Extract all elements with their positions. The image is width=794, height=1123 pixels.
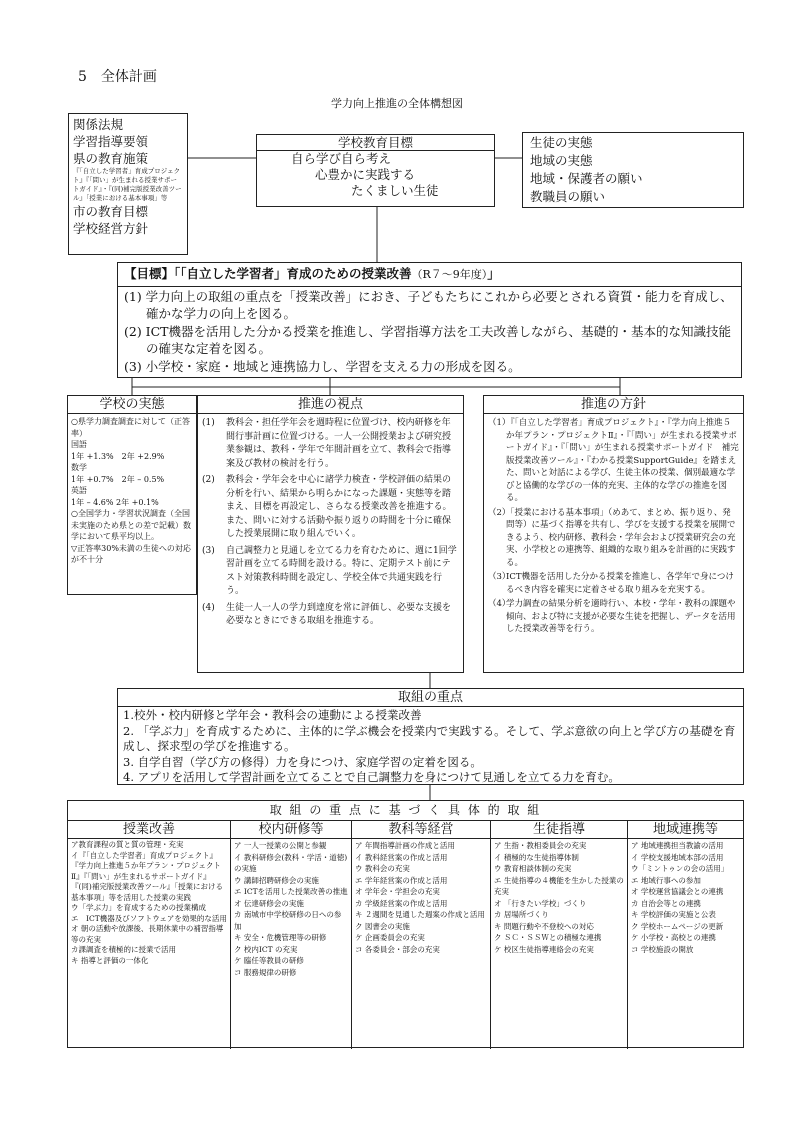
reality-box xyxy=(522,132,744,208)
reality-line: 1年 – 4.6% 2年 +0.1% xyxy=(71,497,159,507)
action-item: キ 指導と評価の一体化 xyxy=(71,955,149,965)
column-items xyxy=(231,839,351,979)
action-item: イ 教科研修会(教科・学活・道徳)の実施 xyxy=(234,852,348,873)
school-goal-box xyxy=(256,134,495,207)
viewpoint-box xyxy=(197,395,464,673)
school-goal-line: 自ら学び自ら考え xyxy=(291,151,392,166)
action-item: カ 居場所づくり xyxy=(494,910,549,919)
actions-columns xyxy=(68,821,743,1049)
goal-label: 【目標】「「自立した学習者」育成のための授業改善 xyxy=(124,266,412,281)
action-item: キ 学校評価の実施と公表 xyxy=(631,910,716,919)
actions-table xyxy=(67,800,744,1048)
school-goal-line: 心豊かに実践する xyxy=(315,167,416,182)
policy-item: （1） 『「自立した学習者」育成プロジェクト』・『学力向上推進５か年プラン・プロジェクトⅡ』・『「問い」が生まれる授業サポートガイド』・『「問い」が生まれる授業サポートガイド 補完版授業改善ツール』・『わかる授業SupportGuide』を踏まえた、問いと対話による学び、生徒主体の授業、個別最適な学びと協働的な学びの一体的充実、主体的な学びの推進を図る。 xyxy=(488,418,739,503)
action-item: イ 教科経営案の作成と活用 xyxy=(355,852,448,862)
focus-item: 3. 自学自習（学び方の修得）力を身につけ、家庭学習の定着を図る。 xyxy=(123,754,482,769)
viewpoint-title: 推進の視点 xyxy=(198,396,463,414)
action-item: ア 一人一授業の公開と参観 xyxy=(234,841,327,850)
action-item: カ 自治会等との連携 xyxy=(631,898,701,908)
law-note: 『「自立した学習者」育成プロジェクト』『「問い」が生まれる授業サポートガイド』・『(同)補完版授業改善ツール』「授業における基本事項」等 xyxy=(73,167,182,202)
law-item: 関係法規 xyxy=(73,117,124,132)
action-item: ア 地域連携担当教諭の活用 xyxy=(631,841,724,850)
action-item: ア 生指・教相委員会の充実 xyxy=(494,841,587,850)
action-item: キ ２週間を見通した週案の作成と活用 xyxy=(355,910,485,919)
column-items xyxy=(628,839,743,956)
reality-item: 教職員の願い xyxy=(530,189,606,204)
action-item: コ 服務規律の研修 xyxy=(234,967,297,977)
column-head: 生徒指導 xyxy=(491,821,627,839)
action-item: キ 安全・危機管理等の研修 xyxy=(234,933,327,942)
focus-list xyxy=(118,707,743,787)
action-item: エ 地域行事への参加 xyxy=(631,875,701,885)
action-item: カ 南城市中学校研修の日への参加 xyxy=(234,910,342,931)
policy-item: （3） ICT機器を活用した分かる授業を推進し、各学年で身につけるべき内容を確実に定着させる取り組みを充実する。 xyxy=(488,572,734,595)
actions-title: 取 組 の 重 点 に 基 づ く 具 体 的 取 組 xyxy=(68,801,743,821)
action-item: コ 各委員会・部会の充実 xyxy=(355,944,440,954)
column-head: 地域連携等 xyxy=(628,821,743,839)
focus-item: 1.校外・校内研修と学年会・教科会の連動による授業改善 xyxy=(123,708,422,722)
action-item: ケ 小学校・高校との連携 xyxy=(631,933,716,942)
column-training xyxy=(231,821,352,1049)
goal-box xyxy=(117,262,742,378)
action-item: ケ 校区生徒指導連絡会の充実 xyxy=(494,944,594,954)
goal-item: (2) ICT機器を活用した分かる授業を推進し、学習指導方法を工夫改善しながら、基礎的・基本的な知識技能の確実な定着を図る。 xyxy=(124,323,732,356)
policy-item: （2） 「授業における基本事項」（めあて、まとめ、振り返り、発問等）に基づく指導を共有し、学びを支援する授業を展開できるよう、校内研修、教科会・学年会および授業研究会の充実、小学校との連携等、組織的な取り組みを計画的に実践する。 xyxy=(488,507,736,568)
column-items xyxy=(352,839,490,956)
action-item: エ 生徒指導の４機能を生かした授業の充実 xyxy=(494,875,624,896)
column-items xyxy=(491,839,627,956)
related-laws-box xyxy=(68,113,188,255)
action-item: ウ「ミントゥンの会の活用」 xyxy=(631,864,729,873)
action-item: イ『「自立した学習者」育成プロジェクト』『学力向上推進５か年プラン・プロジェクトⅡ』『「問い」が生まれるサポートガイド』『(同)補完版授業改善ツール』「授業における基本事項」等を活用した授業の実践 xyxy=(71,850,223,902)
goal-close: 」 xyxy=(487,266,500,281)
reality-line: 1年 +1.3% 2年 +2.9% xyxy=(71,451,165,461)
column-lesson-improvement xyxy=(68,821,231,1049)
action-item: ク ＳＣ・ＳＳＷとの積極な連携 xyxy=(494,933,602,942)
policy-item: （4） 学力調査の結果分析を適時行い、本校・学年・教科の課題や傾向、および特に支援が必要な生徒を把握し、データを活用した授業改善等を行う。 xyxy=(488,599,736,634)
school-reality-box xyxy=(67,395,197,595)
action-item: ク 学校ホームページの更新 xyxy=(631,921,724,931)
action-item: オ 学年会・学担会の充実 xyxy=(355,887,440,896)
action-item: ク 図書会の実施 xyxy=(355,921,410,931)
column-subject-management xyxy=(352,821,491,1049)
action-item: イ 積極的な生徒指導体制 xyxy=(494,852,579,862)
goal-list xyxy=(118,287,741,377)
reality-line: 英語 xyxy=(71,486,87,495)
reality-line: ○県学力調査調査に対して（正答率） xyxy=(71,417,190,438)
policy-list xyxy=(484,414,743,639)
action-item: オ 「行きたい学校」づくり xyxy=(494,898,587,908)
goal-period: （R７～9年度） xyxy=(411,268,488,281)
reality-item: 生徒の実態 xyxy=(530,135,593,150)
law-item: 学習指導要領 xyxy=(73,134,149,149)
law-item: 県の教育施策 xyxy=(73,151,149,166)
reality-line: 国語 xyxy=(71,440,87,449)
policy-title: 推進の方針 xyxy=(484,396,743,414)
action-item: ウ 教育相談体制の充実 xyxy=(494,864,572,873)
law-item: 市の教育目標 xyxy=(73,204,149,219)
school-reality-title: 学校の実態 xyxy=(68,396,196,414)
reality-line: 数学 xyxy=(71,463,87,472)
action-item: コ 学校施設の開放 xyxy=(631,944,694,954)
column-student-guidance xyxy=(491,821,628,1049)
school-goal-title: 学校教育目標 xyxy=(257,135,494,151)
column-community xyxy=(628,821,743,1049)
column-head: 授業改善 xyxy=(68,821,230,839)
action-item: エ ICTを活用した授業改善の推進 xyxy=(234,887,348,896)
viewpoint-item: (1) 教科会・担任学年会を週時程に位置づけ、校内研修を年間行事計画に位置づける。一人一公開授業および研究授業参観は、教科・学年で年間計画を立て、教科会で指導案及び教材の検討を行う。 xyxy=(202,418,452,469)
reality-line: ○全国学力・学習状況調査（全国未実施のため県との差で記載）数学において県平均以上。 xyxy=(71,509,191,541)
action-item: ア 年間指導計画の作成と活用 xyxy=(355,841,455,850)
goal-item: (3) 小学校・家庭・地域と連携協力し、学習を支える力の形成を図る。 xyxy=(124,358,521,374)
focus-item: 2. 「学ぶ力」を育成するために、主体的に学ぶ機会を授業内で実践する。そして、学ぶ意欲の向上と学び方の基礎を育成し、探求型の学びを推進する。 xyxy=(123,723,736,753)
reality-line: ▽正答率30%未満の生徒への対応が不十分 xyxy=(71,543,191,564)
action-item: エ 学年経営案の作成と活用 xyxy=(355,875,448,885)
action-item: ケ 臨任等教員の研修 xyxy=(234,956,304,965)
law-item: 学校経営方針 xyxy=(73,221,149,236)
viewpoint-item: (2) 教科会・学年会を中心に諸学力検査・学校評価の結果の分析を行い、結果から明らかになった課題・実態等を踏まえ、目標を再設定し、さらなる授業改善を推進する。また、問いに対する活動や振り返りの時間を十分に確保した授業展開に取り組んでいく。 xyxy=(202,475,452,539)
goal-item: (1) 学力向上の取組の重点を「授業改善」におき、子どもたちにこれから必要とされる資質・能力を育成し、確かな学力の向上を図る。 xyxy=(124,288,733,321)
reality-line: 1年 +0.7% 2年 – 0.5% xyxy=(71,474,165,484)
action-item: ウ 講師招聘研修会の実施 xyxy=(234,875,319,885)
focus-title: 取組の重点 xyxy=(118,689,743,707)
action-item: ア教育課程の質と質の管理・充実 xyxy=(71,840,184,849)
action-item: オ 学校運営協議会との連携 xyxy=(631,887,724,896)
action-item: ウ 教科会の充実 xyxy=(355,864,410,873)
action-item: キ 問題行動や不登校への対応 xyxy=(494,921,594,931)
school-reality-content xyxy=(68,414,196,568)
action-item: オ 伝達研修会の実施 xyxy=(234,898,304,908)
action-item: イ 学校支援地域本部の活用 xyxy=(631,852,724,862)
viewpoint-list xyxy=(198,414,463,632)
viewpoint-item: (3) 自己調整力と見通しを立てる力を育むために、週に1回学習計画を立てる時間を設ける。特に、定期テスト前にテスト対策教科時間を設定し、学校全体で共通実践を行う。 xyxy=(202,545,457,596)
column-head: 教科等経営 xyxy=(352,821,490,839)
school-goal-line: たくましい生徒 xyxy=(351,183,439,198)
focus-item: 4. アプリを活用して学習計画を立てることで自己調整力を身につけて見通しを立てる力を育む。 xyxy=(123,770,620,784)
action-item: カ 学級経営案の作成と活用 xyxy=(355,898,448,908)
viewpoint-item: (4) 生徒一人一人の学力到達度を常に評価し、必要な支援を必要なときにできる取組を推進する。 xyxy=(202,602,452,626)
column-items xyxy=(68,839,230,967)
action-item: エ ICT機器及びソフトウェアを効果的な活用 xyxy=(71,913,227,923)
reality-item: 地域・保護者の願い xyxy=(530,171,643,186)
focus-box xyxy=(117,688,744,785)
reality-item: 地域の実態 xyxy=(530,153,593,168)
section-title: 5 全体計画 xyxy=(78,69,157,85)
column-head: 校内研修等 xyxy=(231,821,351,839)
action-item: ク 校内ICT の充実 xyxy=(234,944,298,954)
goal-header xyxy=(118,263,741,287)
diagram-title: 学力向上推進の全体構想図 xyxy=(331,97,463,110)
action-item: ケ 企画委員会の充実 xyxy=(355,933,425,942)
action-item: ウ「学ぶ力」を育成するための授業構成 xyxy=(71,903,206,912)
action-item: カ課調査を積極的に授業で活用 xyxy=(71,945,176,954)
action-item: オ 朝の活動や放課後、長期休業中の補習指導等の充実 xyxy=(71,924,224,944)
policy-box xyxy=(483,395,744,673)
